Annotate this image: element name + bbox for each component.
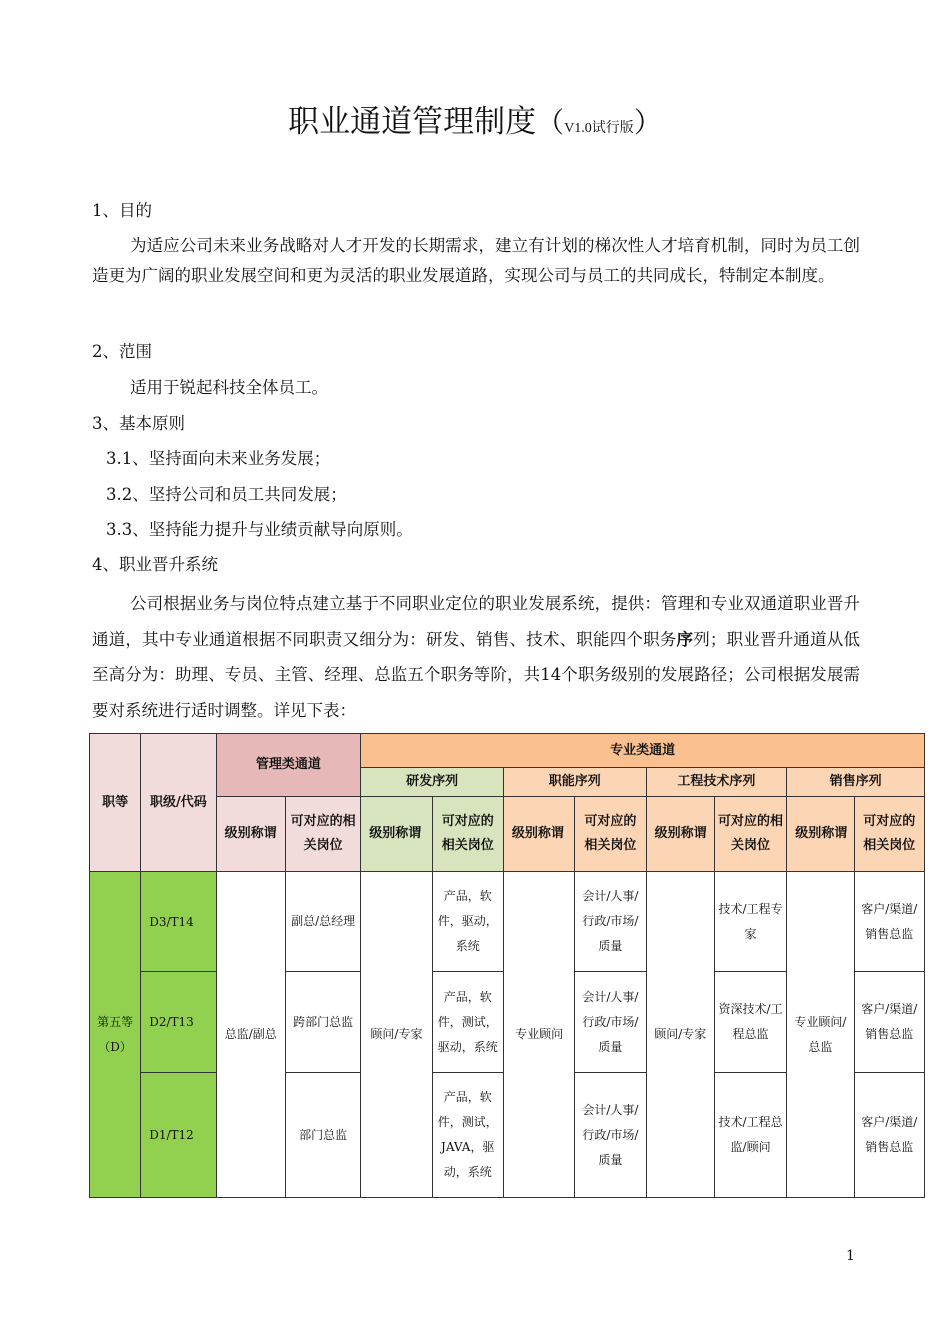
func-related-post-header: 可对应的相关岗位 [575, 797, 646, 872]
sales-level-cell: 专业顾问/总监 [787, 872, 854, 1198]
func-post-row-2: 会计/人事/行政/市场/质量 [575, 972, 646, 1073]
eng-related-post-header: 可对应的相关岗位 [714, 797, 786, 872]
title-main: 职业通道管理制度 [288, 104, 537, 140]
section-1-heading: 1、目的 [92, 201, 152, 220]
section-2-body: 适用于锐起科技全体员工。 [130, 378, 328, 397]
mgmt-post-row-2: 跨部门总监 [285, 972, 360, 1073]
eng-post-row-3: 技术/工程总监/顾问 [714, 1073, 786, 1198]
header-rd-series: 研发序列 [361, 768, 504, 797]
header-sales-series: 销售序列 [787, 768, 925, 797]
level-code-row-2: D2/T13 [141, 972, 216, 1073]
level-code-row-1: D3/T14 [141, 872, 216, 972]
section-2-heading: 2、范围 [92, 342, 152, 361]
section-4-heading: 4、职业晋升系统 [92, 555, 218, 574]
section-3-item-2: 3.2、坚持公司和员工共同发展； [106, 485, 347, 504]
eng-level-name-header: 级别称谓 [646, 797, 714, 872]
eng-post-row-2: 资深技术/工程总监 [714, 972, 786, 1073]
func-level-name-header: 级别称谓 [503, 797, 574, 872]
eng-level-cell: 顾问/专家 [646, 872, 714, 1198]
section-1-body: 为适应公司未来业务战略对人才开发的长期需求，建立有计划的梯次性人才培育机制，同时为员工创造更为广阔的职业发展空间和更为灵活的职业发展道路，实现公司与员工的共同成长，特制定本制度。 [92, 236, 860, 285]
header-professional-channel: 专业类通道 [361, 734, 925, 768]
sales-post-row-1: 客户/渠道/销售总监 [854, 872, 924, 972]
rd-post-row-2: 产品，软件，测试，驱动，系统 [432, 972, 503, 1073]
func-post-row-3: 会计/人事/行政/市场/质量 [575, 1073, 646, 1198]
header-function-series: 职能序列 [503, 768, 646, 797]
sales-related-post-header: 可对应的相关岗位 [854, 797, 924, 872]
career-path-table [89, 733, 925, 1198]
mgmt-post-row-1: 副总/总经理 [285, 872, 360, 972]
section-3-item-1: 3.1、坚持面向未来业务发展； [106, 449, 331, 468]
func-post-row-1: 会计/人事/行政/市场/质量 [575, 872, 646, 972]
rd-level-name-header: 级别称谓 [361, 797, 432, 872]
section-4-body [92, 586, 860, 728]
grade-five-cell: 第五等（D） [90, 872, 141, 1198]
func-level-cell: 专业顾问 [503, 872, 574, 1198]
mgmt-level-name-header: 级别称谓 [216, 797, 285, 872]
eng-post-row-1: 技术/工程专家 [714, 872, 786, 972]
document-title [0, 96, 950, 141]
section-4-body-bold: 序 [676, 629, 694, 649]
header-management-channel: 管理类通道 [216, 734, 361, 797]
section-3-heading: 3、基本原则 [92, 414, 185, 433]
mgmt-post-row-3: 部门总监 [285, 1073, 360, 1198]
mgmt-level-cell: 总监/副总 [216, 872, 285, 1198]
title-paren-open: （ [536, 106, 565, 139]
level-code-row-3: D1/T12 [141, 1073, 216, 1198]
rd-related-post-header: 可对应的相关岗位 [432, 797, 503, 872]
title-version: V1.0试行版 [564, 121, 634, 136]
header-level-code: 职级/代码 [141, 734, 216, 872]
rd-level-cell: 顾问/专家 [361, 872, 432, 1198]
rd-post-row-1: 产品，软件，驱动，系统 [432, 872, 503, 972]
section-3-item-3: 3.3、坚持能力提升与业绩贡献导向原则。 [106, 520, 413, 539]
sales-post-row-3: 客户/渠道/销售总监 [854, 1073, 924, 1198]
section-4-body-part-a: 公司根据业务与岗位特点建立基于不同职业定位的职业发展系统，提供：管理和专业双通道职业晋升通道，其中专业通道根据不同职责又细分为：研发、销售、技术、职能四个职务 [92, 594, 860, 649]
sales-post-row-2: 客户/渠道/销售总监 [854, 972, 924, 1073]
mgmt-related-post-header: 可对应的相关岗位 [285, 797, 360, 872]
rd-post-row-3: 产品，软件，测试，JAVA，驱动，系统 [432, 1073, 503, 1198]
sales-level-name-header: 级别称谓 [787, 797, 854, 872]
header-grade: 职等 [90, 734, 141, 872]
page-number: 1 [846, 1248, 855, 1264]
section-4-body-part-b: 列；职业晋升通道从低至高分为：助理、专员、主管、经理、总监五个职务等阶，共14个职务级别的发展路径；公司根据发展需要对系统进行适时调整。详见下表： [92, 629, 861, 720]
title-paren-close: ） [633, 106, 662, 139]
header-engineering-series: 工程技术序列 [646, 768, 787, 797]
